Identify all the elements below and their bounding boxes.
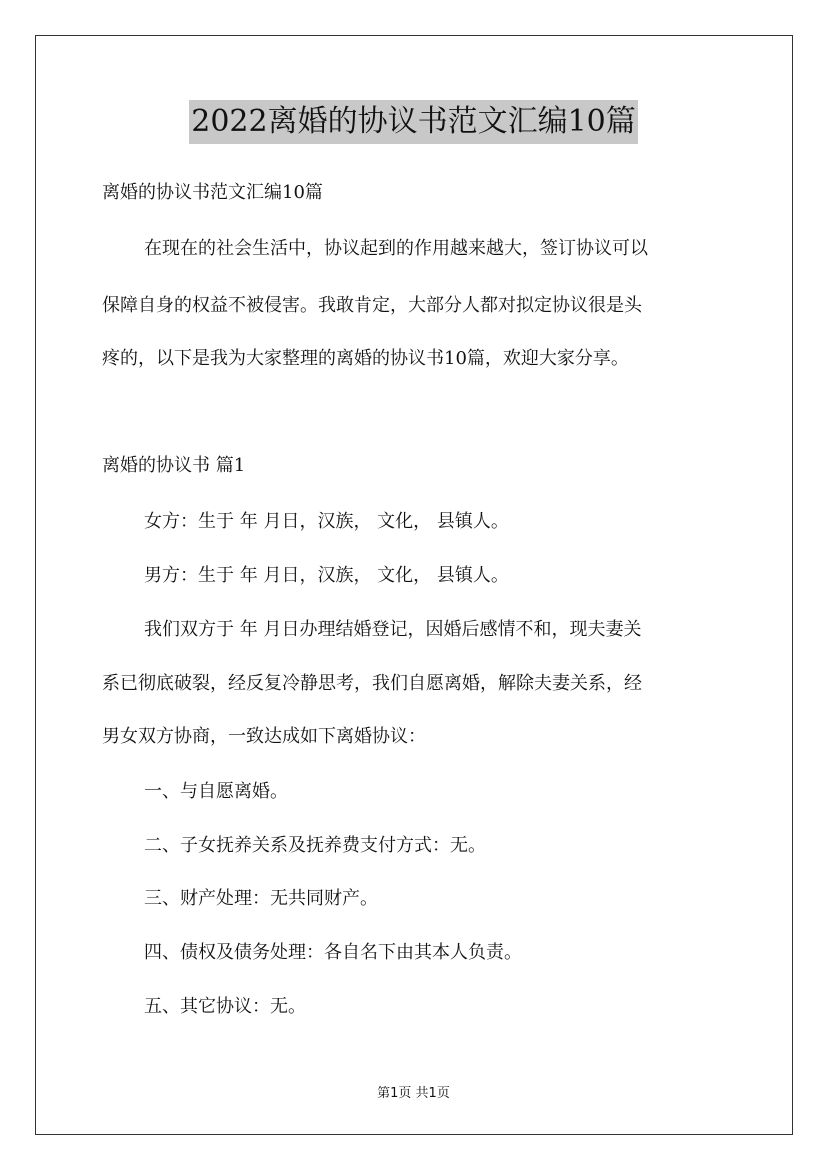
male-party-line: 男方：生于 年 月日，汉族， 文化， 县镇人。: [144, 565, 509, 586]
document-title: 2022离婚的协议书范文汇编10篇: [189, 100, 638, 144]
clause-4: 四、债权及债务处理：各自名下由其本人负责。: [144, 942, 522, 963]
page-number: 第1页 共1页: [377, 1086, 450, 1101]
intro-line-2: 保障自身的权益不被侵害。我敢肯定，大部分人都对拟定协议很是头: [102, 295, 642, 316]
female-party-line: 女方：生于 年 月日，汉族， 文化， 县镇人。: [144, 511, 509, 532]
intro-line-1: 在现在的社会生活中，协议起到的作用越来越大，签订协议可以: [144, 238, 648, 259]
subtitle: 离婚的协议书范文汇编10篇: [102, 182, 323, 203]
body-line-3: 男女双方协商，一致达成如下离婚协议：: [102, 726, 426, 747]
clause-1: 一、与自愿离婚。: [144, 781, 288, 802]
intro-line-3: 疼的，以下是我为大家整理的离婚的协议书10篇，欢迎大家分享。: [102, 348, 629, 369]
page-footer: [0, 1082, 827, 1101]
clause-2: 二、子女抚养关系及抚养费支付方式：无。: [144, 835, 486, 856]
title-area: [0, 100, 827, 144]
clause-3: 三、财产处理：无共同财产。: [144, 888, 378, 909]
body-line-2: 系已彻底破裂，经反复冷静思考，我们自愿离婚，解除夫妻关系，经: [102, 673, 642, 694]
clause-5: 五、其它协议：无。: [144, 996, 306, 1017]
section-heading: 离婚的协议书 篇1: [102, 455, 246, 476]
body-line-1: 我们双方于 年 月日办理结婚登记，因婚后感情不和，现夫妻关: [144, 619, 642, 640]
